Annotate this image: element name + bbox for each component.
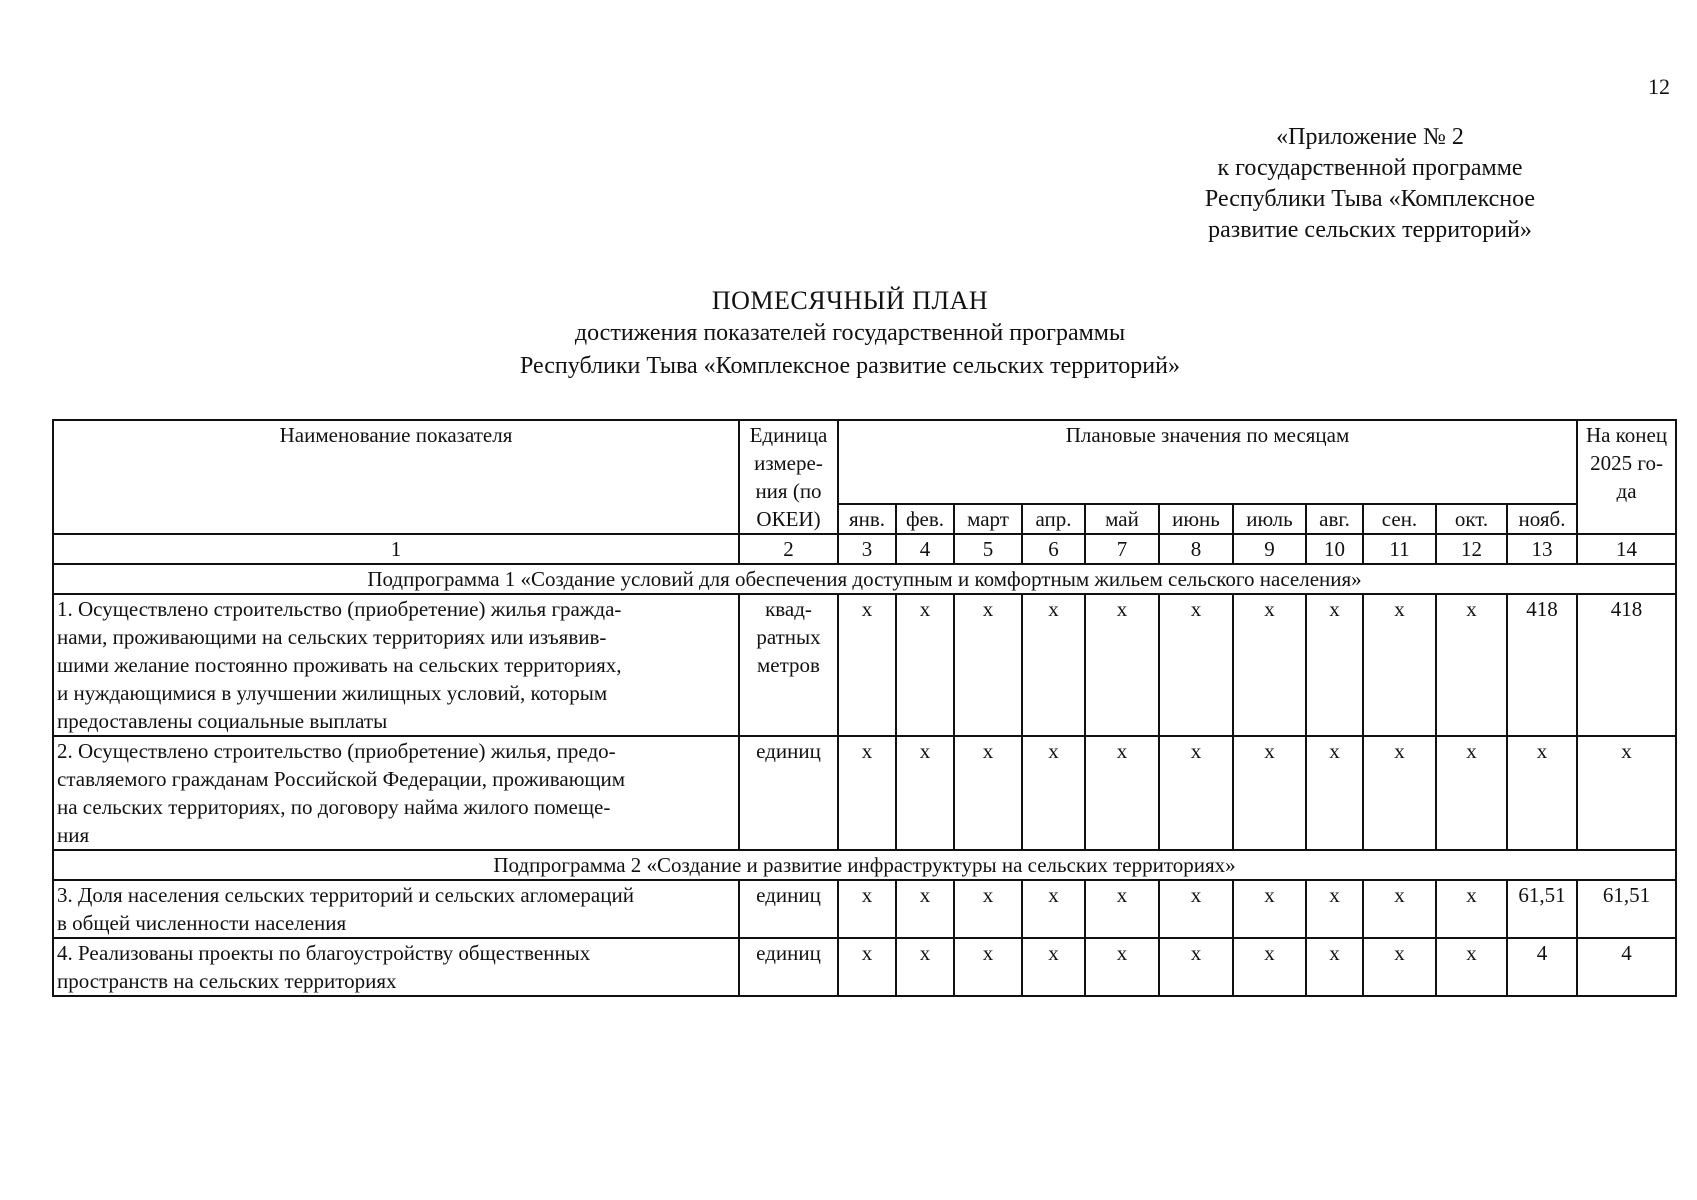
header-month: июнь [1159, 504, 1233, 534]
month-value: x [1306, 938, 1363, 996]
unit-line: единиц [756, 883, 821, 907]
title-line: Республики Тыва «Комплексное развитие сельских территорий» [520, 353, 1180, 379]
column-number: 11 [1363, 534, 1436, 564]
section-row [53, 850, 1676, 880]
section-title: Подпрограмма 1 «Создание условий для обеспечения доступным и комфортным жильем сельского населения» [53, 564, 1676, 594]
unit-line: единиц [756, 941, 821, 965]
header-unit [739, 420, 838, 534]
plan-table [52, 419, 1677, 997]
month-value: x [1022, 880, 1085, 938]
indicator-name [53, 938, 739, 996]
header-month: нояб. [1507, 504, 1577, 534]
month-value: x [1085, 880, 1159, 938]
month-value: x [1306, 594, 1363, 736]
table-row [53, 594, 1676, 736]
header-year-end-line: да [1616, 479, 1637, 503]
month-value: x [1436, 594, 1507, 736]
month-value: x [954, 736, 1022, 850]
unit-cell [739, 736, 838, 850]
month-value: x [1507, 736, 1577, 850]
appendix-line: развитие сельских территорий» [1208, 217, 1532, 243]
table-row [53, 880, 1676, 938]
indicator-name-line: на сельских территориях, по договору найма жилого помеще- [57, 795, 611, 819]
column-number: 8 [1159, 534, 1233, 564]
column-number: 2 [739, 534, 838, 564]
page-number: 12 [1648, 74, 1670, 99]
header-unit-line: измере- [754, 451, 823, 475]
month-value: x [1436, 736, 1507, 850]
indicator-name-line: 2. Осуществлено строительство (приобретение) жилья, предо- [57, 739, 616, 763]
year-end-value: 4 [1577, 938, 1676, 996]
month-value: 61,51 [1507, 880, 1577, 938]
month-value: x [1159, 736, 1233, 850]
month-value: 418 [1507, 594, 1577, 736]
column-number-row [53, 534, 1676, 564]
title-main: ПОМЕСЯЧНЫЙ ПЛАН [711, 286, 989, 315]
column-number: 14 [1577, 534, 1676, 564]
indicator-name-line: пространств на сельских территориях [57, 969, 397, 993]
header-year-end-line: 2025 го- [1590, 451, 1663, 475]
year-end-value: 418 [1577, 594, 1676, 736]
unit-line: метров [757, 653, 820, 677]
month-value: x [1085, 594, 1159, 736]
month-value: x [1233, 594, 1306, 736]
appendix-line: «Приложение № 2 [1276, 124, 1464, 150]
month-value: x [1022, 736, 1085, 850]
header-month: март [954, 504, 1022, 534]
year-end-value: 61,51 [1577, 880, 1676, 938]
month-value: x [1159, 880, 1233, 938]
header-indicator-name: Наименование показателя [53, 420, 739, 534]
month-value: x [1363, 594, 1436, 736]
header-year-end [1577, 420, 1676, 534]
column-number: 1 [53, 534, 739, 564]
year-end-value: x [1577, 736, 1676, 850]
indicator-name-line: 4. Реализованы проекты по благоустройству общественных [57, 941, 591, 965]
header-month: янв. [838, 504, 896, 534]
indicator-name-line: в общей численности населения [57, 911, 347, 935]
month-value: x [896, 938, 954, 996]
column-number: 9 [1233, 534, 1306, 564]
month-value: x [954, 938, 1022, 996]
header-month: июль [1233, 504, 1306, 534]
indicator-name-line: и нуждающимися в улучшении жилищных условий, которым [57, 681, 608, 705]
month-value: x [1233, 736, 1306, 850]
column-number: 3 [838, 534, 896, 564]
month-value: x [1233, 880, 1306, 938]
column-number: 6 [1022, 534, 1085, 564]
indicator-name [53, 736, 739, 850]
month-value: x [954, 880, 1022, 938]
header-month: апр. [1022, 504, 1085, 534]
header-month: сен. [1363, 504, 1436, 534]
month-value: x [1022, 938, 1085, 996]
unit-line: ратных [756, 625, 821, 649]
appendix-note [1170, 122, 1570, 246]
month-value: x [1363, 736, 1436, 850]
header-unit-line: Единица [749, 423, 828, 447]
unit-cell [739, 938, 838, 996]
column-number: 7 [1085, 534, 1159, 564]
column-number: 10 [1306, 534, 1363, 564]
month-value: x [1159, 938, 1233, 996]
column-number: 5 [954, 534, 1022, 564]
appendix-line: к государственной программе [1217, 155, 1523, 181]
indicator-name [53, 880, 739, 938]
header-month: май [1085, 504, 1159, 534]
header-month: фев. [896, 504, 954, 534]
month-value: x [1306, 736, 1363, 850]
indicator-name-line: шими желание постоянно проживать на сельских территориях, [57, 653, 622, 677]
indicator-name-line: предоставлены социальные выплаты [57, 709, 388, 733]
column-number: 4 [896, 534, 954, 564]
document-title [300, 284, 1400, 383]
month-value: x [1436, 880, 1507, 938]
unit-cell [739, 880, 838, 938]
header-month: авг. [1306, 504, 1363, 534]
section-title: Подпрограмма 2 «Создание и развитие инфраструктуры на сельских территориях» [53, 850, 1676, 880]
section-row [53, 564, 1676, 594]
indicator-name-line: 3. Доля населения сельских территорий и сельских агломераций [57, 883, 634, 907]
header-year-end-line: На конец [1585, 423, 1668, 447]
header-unit-line: ния (по [755, 479, 822, 503]
title-line: достижения показателей государственной программы [574, 320, 1126, 346]
month-value: x [1363, 880, 1436, 938]
header-monthly: Плановые значения по месяцам [838, 420, 1577, 504]
indicator-name-line: ставляемого гражданам Российской Федерации, проживающим [57, 767, 626, 791]
header-month: окт. [1436, 504, 1507, 534]
column-number: 12 [1436, 534, 1507, 564]
month-value: x [1363, 938, 1436, 996]
table-row [53, 938, 1676, 996]
appendix-line: Республики Тыва «Комплексное [1204, 186, 1536, 212]
month-value: x [1436, 938, 1507, 996]
month-value: x [1085, 938, 1159, 996]
month-value: x [1159, 594, 1233, 736]
indicator-name [53, 594, 739, 736]
month-value: x [1233, 938, 1306, 996]
month-value: x [954, 594, 1022, 736]
header-unit-line: ОКЕИ) [756, 507, 821, 531]
table-row [53, 736, 1676, 850]
month-value: x [896, 594, 954, 736]
unit-cell [739, 594, 838, 736]
month-value: x [1085, 736, 1159, 850]
month-value: x [838, 736, 896, 850]
month-value: x [1022, 594, 1085, 736]
month-value: x [896, 736, 954, 850]
indicator-name-line: нами, проживающими на сельских территориях или изъявив- [57, 625, 607, 649]
indicator-name-line: ния [57, 823, 90, 847]
month-value: 4 [1507, 938, 1577, 996]
unit-line: единиц [756, 739, 821, 763]
indicator-name-line: 1. Осуществлено строительство (приобретение) жилья гражда- [57, 597, 622, 621]
unit-line: квад- [765, 597, 812, 621]
month-value: x [896, 880, 954, 938]
month-value: x [838, 880, 896, 938]
column-number: 13 [1507, 534, 1577, 564]
month-value: x [838, 594, 896, 736]
month-value: x [838, 938, 896, 996]
month-value: x [1306, 880, 1363, 938]
